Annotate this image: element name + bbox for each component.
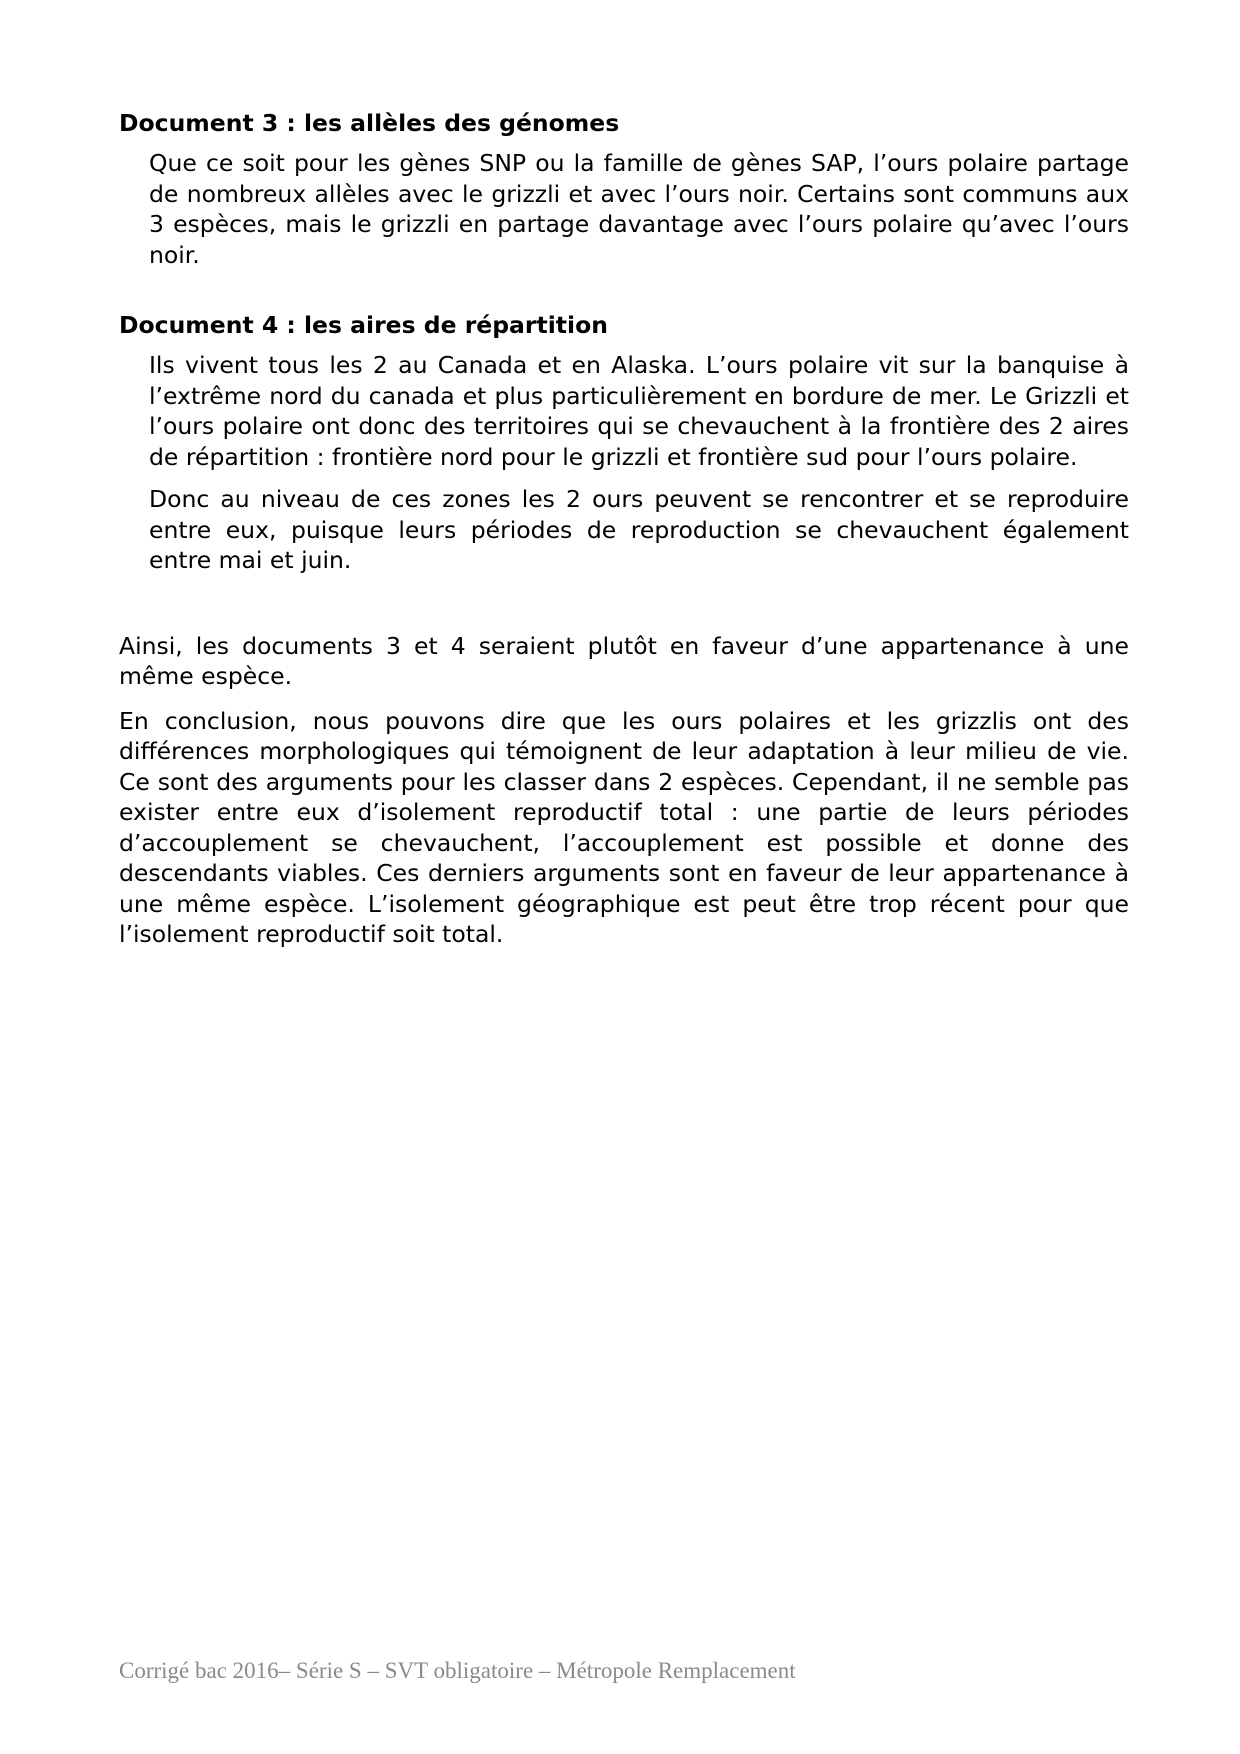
document-3-heading: Document 3 : les allèles des génomes	[119, 109, 620, 137]
conclusion-section	[119, 631, 1129, 950]
document-4-body	[149, 350, 1129, 576]
conclusion-paragraph: En conclusion, nous pouvons dire que les ours polaires et les grizzlis ont des différences morphologiques qui témoignent de leur adaptation à leur milieu de vie. Ce sont des arguments pour les classer dans 2 espèces. Cependant, il ne semble pas exister entre eux d’isolement reproductif total : une partie de leurs périodes d’accouplement se chevauchent, l’accouplement est possible et donne des descendants viables. Ces derniers arguments sont en faveur de leur appartenance à une même espèce. L’isolement géographique est peut être trop récent pour que l’isolement reproductif soit total.	[119, 706, 1129, 948]
document-4-section	[119, 310, 1129, 576]
document-4-paragraph: Donc au niveau de ces zones les 2 ours peuvent se rencontrer et se reproduire entre eux, puisque leurs périodes de reproduction se chevauchent également entre mai et juin.	[149, 485, 1129, 574]
document-3-section	[119, 108, 1129, 270]
document-page	[119, 108, 1129, 964]
document-3-body	[149, 148, 1129, 270]
conclusion-paragraph: Ainsi, les documents 3 et 4 seraient plutôt en faveur d’une appartenance à une même espèce.	[119, 631, 1129, 690]
document-3-paragraph: Que ce soit pour les gènes SNP ou la famille de gènes SAP, l’ours polaire partage de nombreux allèles avec le grizzli et avec l’ours noir. Certains sont communs aux 3 espèces, mais le grizzli en partage davantage avec l’ours polaire qu’avec l’ours noir.	[149, 149, 1129, 269]
page-footer: Corrigé bac 2016– Série S – SVT obligatoire – Métropole Remplacement	[119, 1658, 796, 1683]
document-4-paragraph: Ils vivent tous les 2 au Canada et en Alaska. L’ours polaire vit sur la banquise à l’extrême nord du canada et plus particulièrement en bordure de mer. Le Grizzli et l’ours polaire ont donc des territoires qui se chevauchent à la frontière des 2 aires de répartition : frontière nord pour le grizzli et frontière sud pour l’ours polaire.	[149, 351, 1129, 471]
document-4-heading: Document 4 : les aires de répartition	[119, 311, 608, 339]
